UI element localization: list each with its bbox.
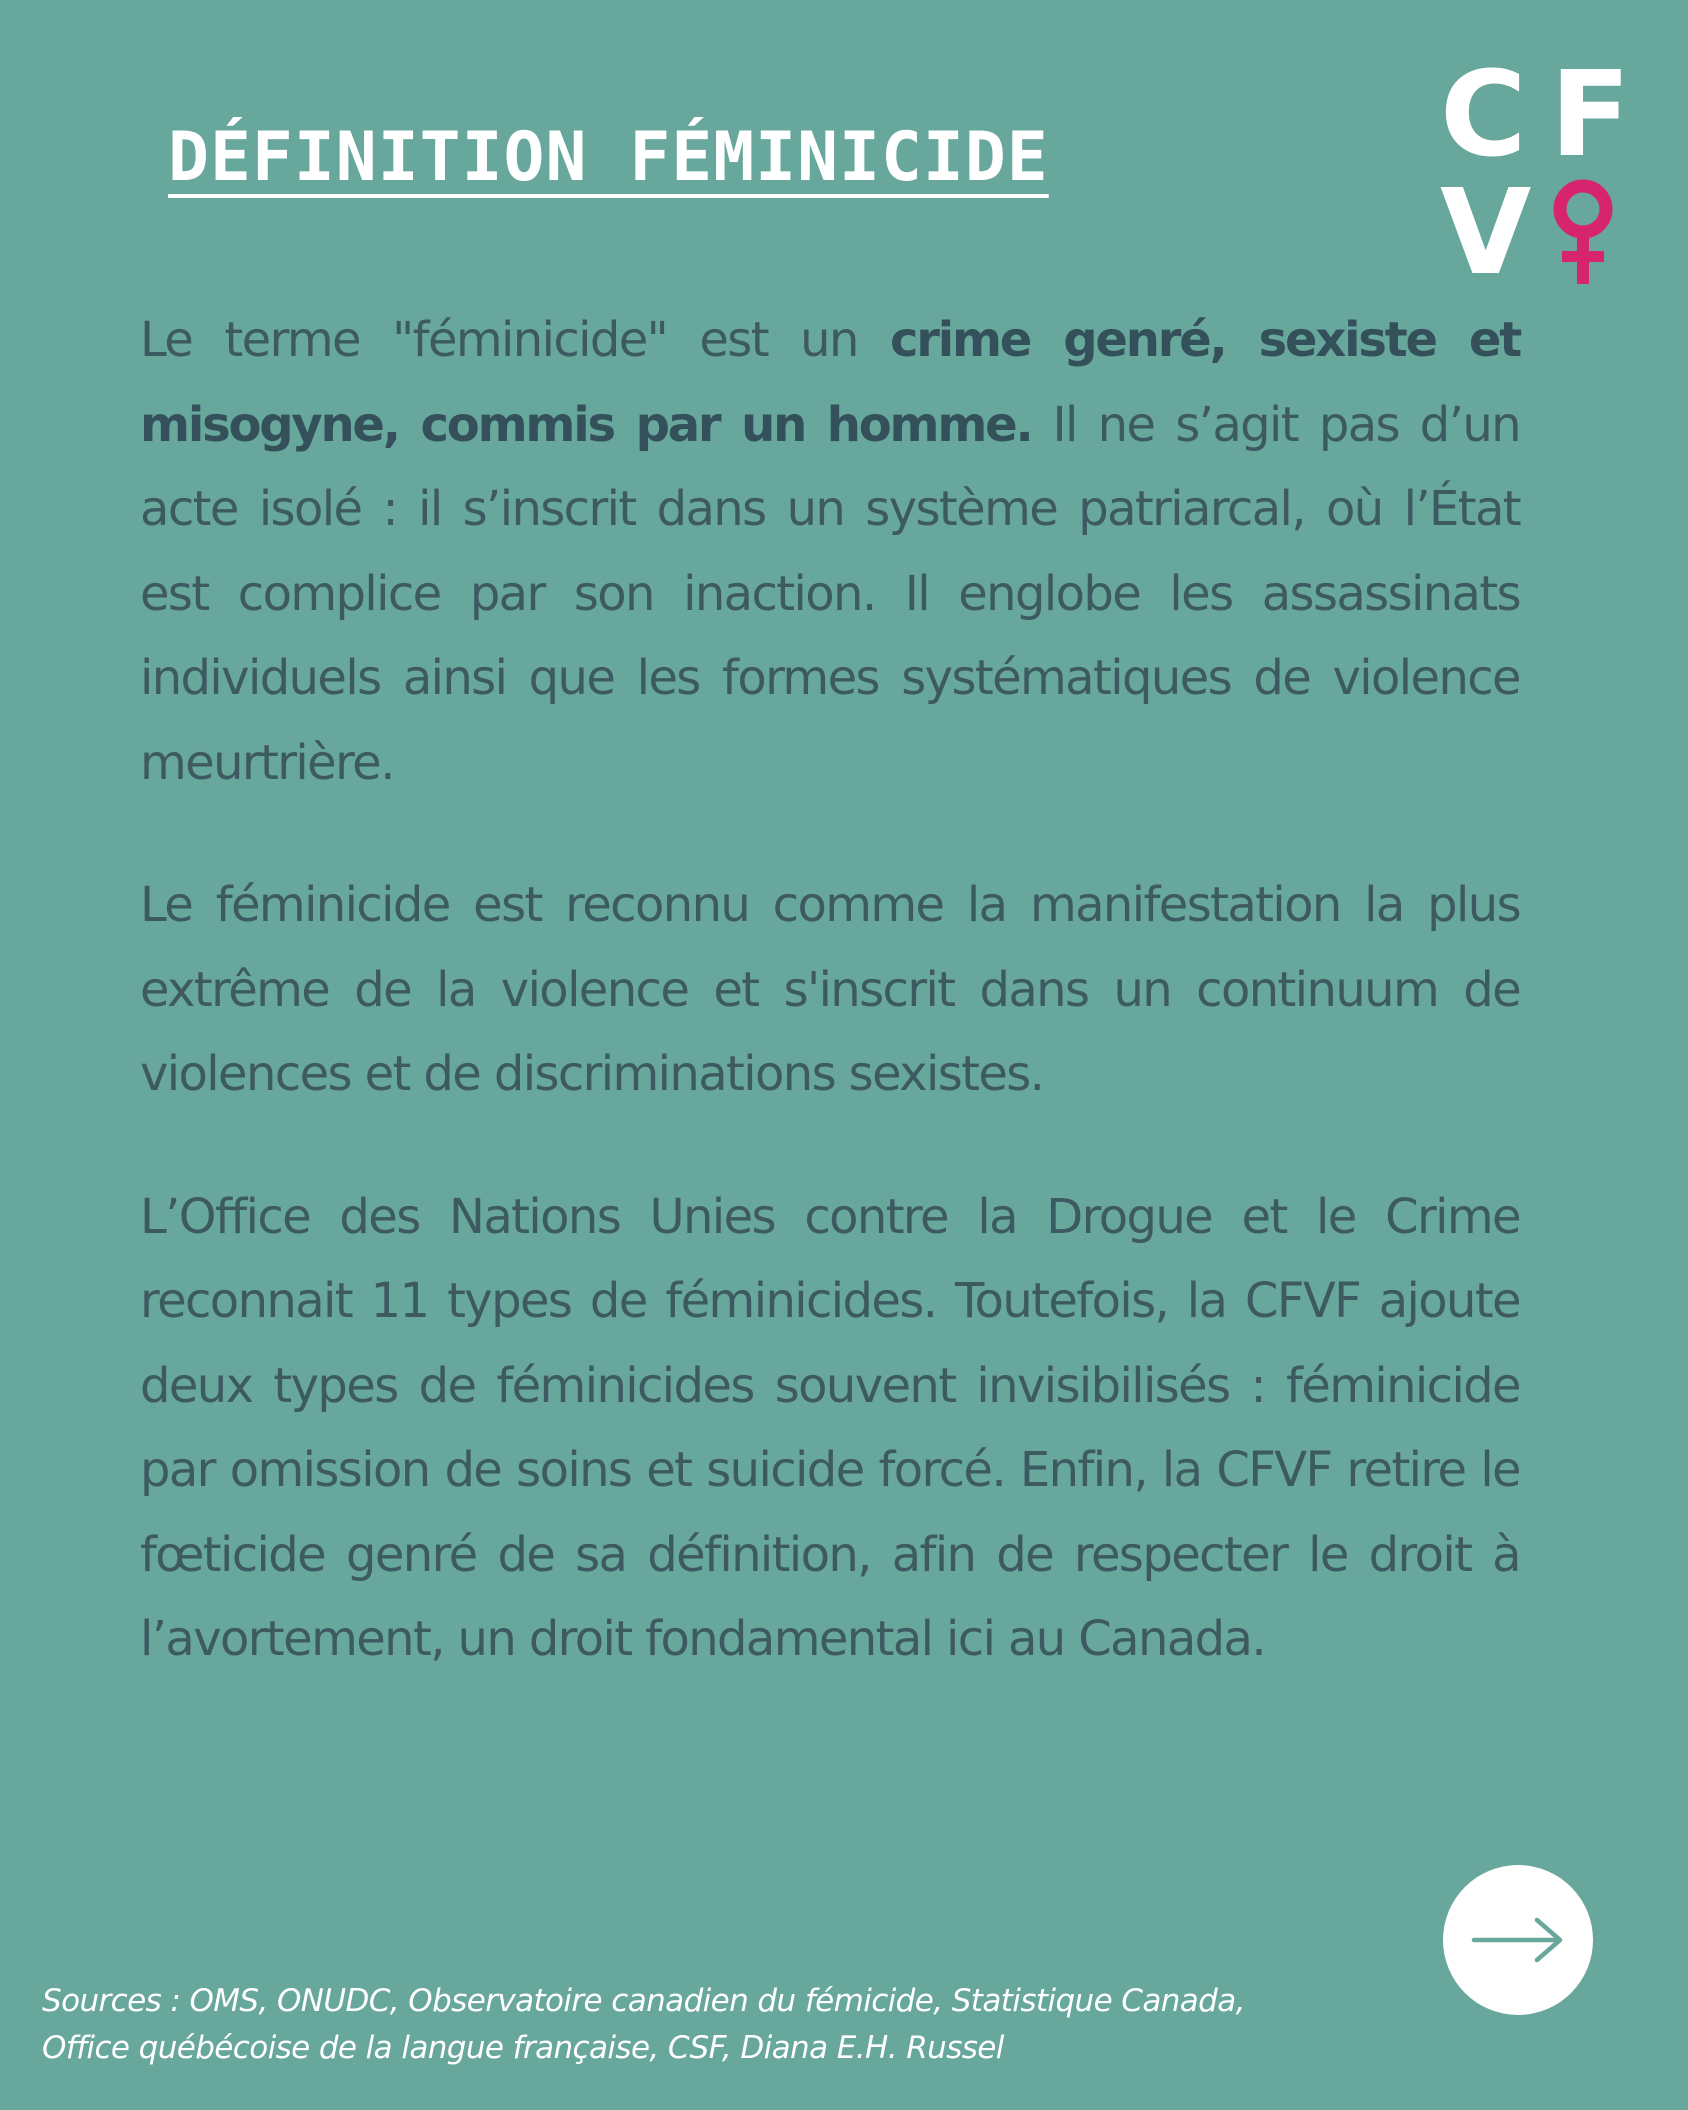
paragraph-rest: Il ne s’agit pas d’un acte isolé : il s’inscrit dans un système patriarcal, où l’État est complice par son inaction. Il englobe les assassinats individuels ainsi que les formes systématiques de violence meurtrière. bbox=[140, 396, 1520, 791]
paragraph-definition bbox=[140, 298, 1520, 805]
cfvf-logo bbox=[1440, 45, 1631, 301]
sources-note bbox=[42, 1978, 1245, 2072]
next-button[interactable] bbox=[1443, 1865, 1593, 2015]
sources-line-2: Office québécoise de la langue française, CSF, Diana E.H. Russel bbox=[42, 2030, 1004, 2066]
logo-letter-c: C bbox=[1440, 45, 1527, 183]
arrow-right-icon bbox=[1471, 1915, 1565, 1965]
sources-line-1: Sources : OMS, ONUDC, Observatoire canadien du fémicide, Statistique Canada, bbox=[42, 1983, 1245, 2019]
paragraph-manifestation: Le féminicide est reconnu comme la manifestation la plus extrême de la violence et s'inscrit dans un continuum de violences et de discriminations sexistes. bbox=[140, 877, 1520, 1102]
paragraph-highlight: crime genré, sexiste et misogyne, commis par un homme. bbox=[140, 312, 1521, 453]
definition-content bbox=[140, 298, 1520, 1740]
logo-letter-v: V bbox=[1440, 163, 1532, 301]
paragraph-onudc-types: L’Office des Nations Unies contre la Drogue et le Crime reconnait 11 types de féminicides. Toutefois, la CFVF ajoute deux types de féminicides souvent invisibilisés : féminicide par omission de soins et suicide forcé. Enfin, la CFVF retire le fœticide genré de sa définition, afin de respecter le droit à l’avortement, un droit fondamental ici au Canada. bbox=[140, 1188, 1520, 1667]
paragraph-intro: Le terme "féminicide" est un bbox=[140, 312, 890, 368]
logo-letter-f: F bbox=[1550, 45, 1631, 183]
venus-icon bbox=[1548, 177, 1618, 287]
page-title: DÉFINITION FÉMINICIDE bbox=[168, 118, 1049, 197]
